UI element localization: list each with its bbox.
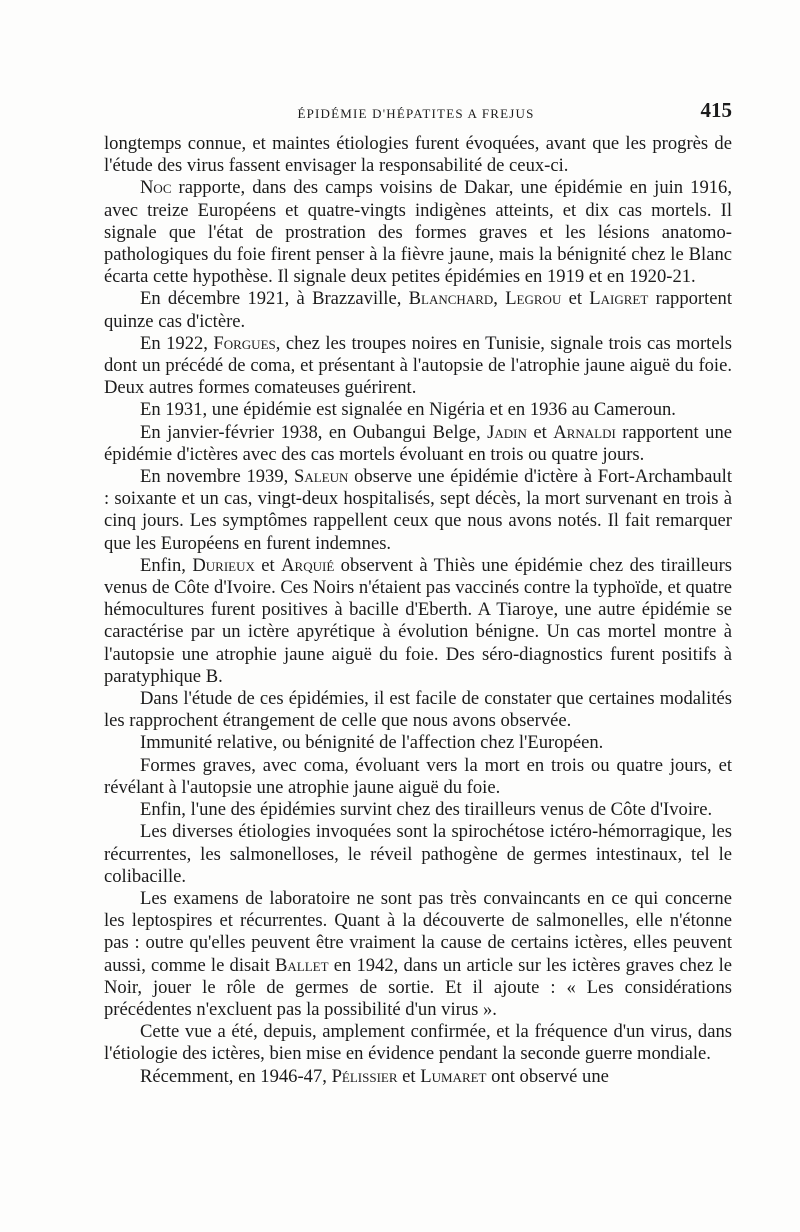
paragraph (104, 888, 732, 1021)
text-segment: et (254, 554, 282, 576)
author-name: Laigret (589, 288, 649, 310)
author-name: Ballet (275, 954, 329, 976)
text-segment: Enfin, l'une des épidémies survint chez des tirailleurs venus de Côte d'Ivoire. (140, 799, 713, 821)
author-name: Arquié (281, 554, 335, 576)
paragraph (104, 333, 732, 400)
text-segment: Enfin, (140, 554, 193, 576)
author-name: Lumaret (420, 1065, 487, 1087)
text-segment: En décembre 1921, à Brazzaville, (140, 288, 409, 310)
body-text (104, 133, 732, 1088)
paragraph (104, 422, 732, 466)
author-name: Blanchard (408, 288, 494, 310)
text-segment: En janvier-février 1938, en Oubangui Belge, (140, 421, 488, 443)
text-segment: Récemment, en 1946-47, (140, 1065, 332, 1087)
page-number: 415 (700, 98, 732, 122)
text-segment: longtemps connue, et maintes étiologies furent évoquées, avant que les progrès de l'étude des virus fassent envisager la responsabilité de ceux-ci. (104, 133, 732, 177)
text-segment: En novembre 1939, (140, 466, 295, 488)
text-segment: et (397, 1065, 421, 1087)
author-name: Arnaldi (553, 421, 616, 443)
author-name: Noc (140, 177, 172, 199)
text-segment: rapporte, dans des camps voisins de Dakar, une épidémie en juin 1916, avec treize Européens et quatre-vingts indigènes atteints, et dix cas mortels. Il signale que l'état de prostration des formes graves et les lésions anatomo-pathologiques du foie firent penser à la fièvre jaune, mais la bénignité chez le Blanc écarta cette hypothèse. Il signale deux petites épidémies en 1919 et en 1920-21. (104, 177, 732, 288)
text-segment: En 1922, (140, 332, 214, 354)
paragraph (104, 288, 732, 332)
running-head (100, 98, 732, 128)
text-segment: En 1931, une épidémie est signalée en Nigéria et en 1936 au Cameroun. (140, 399, 676, 421)
text-segment: rapportent quinze cas d'ictère. (104, 288, 733, 332)
running-title: ÉPIDÉMIE D'HÉPATITES A FREJUS (297, 106, 535, 121)
author-name: Forgues (213, 332, 276, 354)
text-segment: Formes graves, avec coma, évoluant vers la mort en trois ou quatre jours, et révélant à l'autopsie une atrophie jaune aiguë du foie. (104, 754, 732, 798)
text-segment: et (561, 288, 590, 310)
author-name: Jadin (487, 421, 527, 443)
paragraph (104, 1066, 732, 1088)
paragraph (104, 133, 732, 177)
author-name: Pélissier (331, 1065, 398, 1087)
text-segment: rapportent une épidémie d'ictères avec des cas mortels évoluant en trois ou quatre jours. (104, 421, 732, 465)
text-segment: Cette vue a été, depuis, amplement confirmée, et la fréquence d'un virus, dans l'étiologie des ictères, bien mise en évidence pendant la seconde guerre mondiale. (104, 1021, 732, 1065)
author-name: Saleun (294, 466, 349, 488)
text-segment: , chez les troupes noires en Tunisie, signale trois cas mortels dont un précédé de coma, et présentant à l'autopsie de l'atrophie jaune aiguë du foie. Deux autres formes comateuses guérirent. (104, 332, 732, 399)
author-name: Legrou (505, 288, 562, 310)
text-segment: Immunité relative, ou bénignité de l'affection chez l'Européen. (140, 732, 604, 754)
text-segment: et (526, 421, 554, 443)
text-segment: Les examens de laboratoire ne sont pas très convaincants en ce qui concerne les leptospires et récurrentes. Quant à la découverte de salmonelles, elle n'étonne pas : outre qu'elles peuvent être vraiment la cause de certains ictères, elles peuvent aussi, comme le disait (104, 887, 732, 976)
paragraph (104, 755, 732, 799)
text-segment: en 1942, dans un article sur les ictères graves chez le Noir, jouer le rôle de germes de sortie. Et il ajoute : « Les considérations précédentes n'excluent pas la possibilité d'un virus ». (104, 954, 732, 1020)
author-name: Durieux (192, 554, 255, 576)
paragraph (104, 732, 732, 754)
paragraph (104, 1021, 732, 1065)
text-segment: ont observé une (486, 1065, 609, 1087)
paragraph (104, 821, 732, 888)
text-segment: Les diverses étiologies invoquées sont la spirochétose ictéro-hémorragique, les récurrentes, les salmonelloses, le réveil pathogène de germes intestinaux, tel le colibacille. (104, 821, 732, 887)
text-segment: Dans l'étude de ces épidémies, il est facile de constater que certaines modalités les rapprochent étrangement de celle que nous avons observée. (104, 688, 732, 732)
text-segment: , (493, 288, 506, 310)
text-segment: observent à Thiès une épidémie chez des tirailleurs venus de Côte d'Ivoire. Ces Noirs n'étaient pas vaccinés contre la typhoïde, et quatre hémocultures furent positives à bacille d'Eberth. A Tiaroye, une autre épidémie se caractérise par un ictère apyrétique à évolution bénigne. Un cas mortel montre à l'autopsie une atrophie jaune aiguë du foie. Des séro-diagnostics furent positifs à paratyphique B. (104, 554, 732, 687)
paragraph (104, 177, 732, 288)
paragraph (104, 399, 732, 421)
paragraph (104, 688, 732, 732)
text-segment: observe une épidémie d'ictère à Fort-Archambault : soixante et un cas, vingt-deux hospitalisés, sept décès, la mort survenant en trois à cinq jours. Les symptômes rappellent ceux que nous avons notés. Il fait remarquer que les Européens en furent indemnes. (104, 466, 732, 554)
paragraph (104, 466, 732, 555)
paragraph (104, 799, 732, 821)
paragraph (104, 555, 732, 688)
